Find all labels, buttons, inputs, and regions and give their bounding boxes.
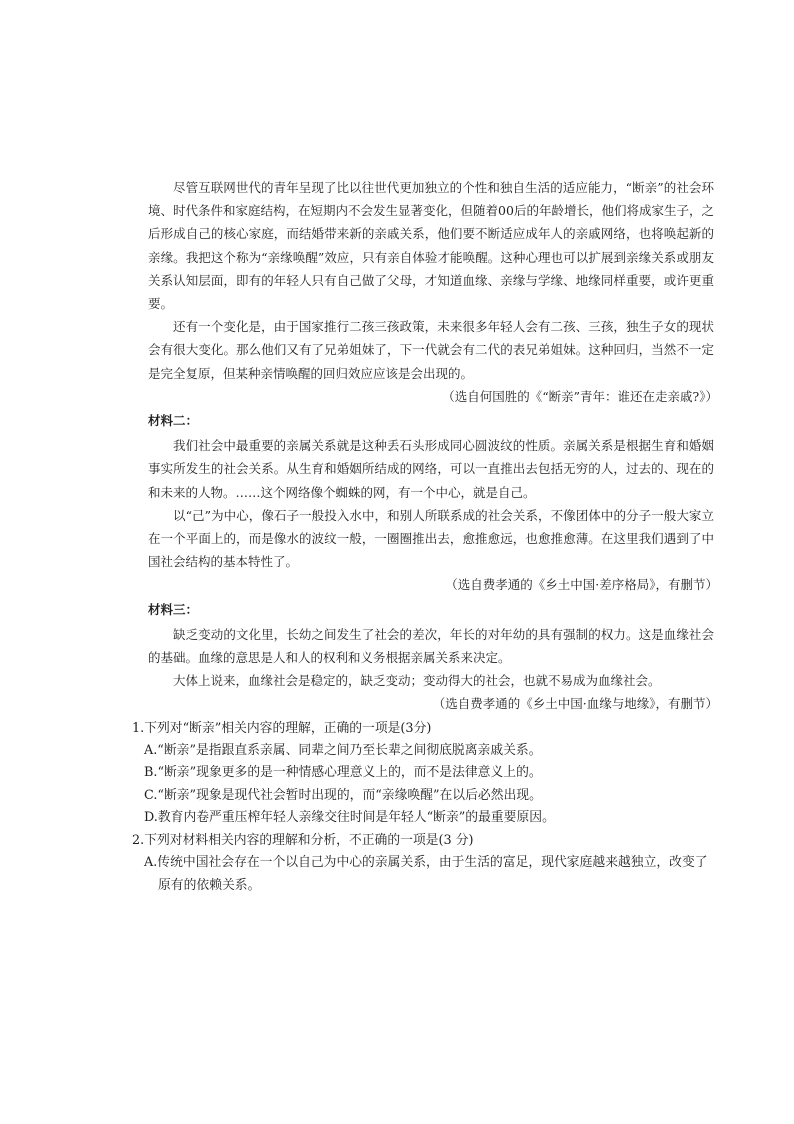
material-one-paragraph-1: 尽管互联网世代的青年呈现了比以往世代更加独立的个性和独自生活的适应能力，“断亲”的社会环境、时代条件和家庭结构，在短期内不会发生显著变化，但随着00后的年龄增长，他们将成家生子，之后形成自己的核心家庭，而结婚带来新的亲戚关系，他们要不断适应成年人的亲戚网络，也将唤起新的亲缘。我把这个称为“亲缘唤醒”效应，只有亲自体验才能唤醒。这种心理也可以扩展到亲缘关系或朋友关系认知层面，即有的年轻人只有自己做了父母，才知道血缘、亲缘与学缘、地缘同样重要，或许更重要。: [148, 180, 714, 312]
questions: [132, 718, 720, 897]
question-2-option-a: A.传统中国社会存在一个以自己为中心的亲属关系，由于生活的富足，现代家庭越来越独立，改变了原有的依赖关系。: [144, 855, 708, 893]
question-2-stem: 2.下列对材料相关内容的理解和分析，不正确的一项是(3 分): [132, 832, 474, 848]
material-three: [148, 598, 718, 716]
material-one-excerpt: [148, 176, 718, 408]
material-two-paragraph-1: 我们社会中最重要的亲属关系就是这种丢石头形成同心圆波纹的性质。亲属关系是根据生育和婚姻事实所发生的社会关系。从生育和婚姻所结成的网络，可以一直推出去包括无穷的人，过去的、现在的和未来的人物。……这个网络像个蜘蛛的网，有一个中心，就是自己。: [148, 438, 714, 500]
material-two-heading: 材料二：: [148, 413, 199, 429]
material-three-heading: 材料三：: [148, 601, 199, 617]
material-three-paragraph-1: 缺乏变动的文化里，长幼之间发生了社会的差次，年长的对年幼的具有强制的权力。这是血缘社会的基础。血缘的意思是人和人的权利和义务根据亲属关系来决定。: [148, 626, 714, 666]
question-1-option-b: B.“断亲”现象更多的是一种情感心理意义上的，而不是法律意义上的。: [144, 765, 542, 781]
question-1-stem: 1.下列对“断亲”相关内容的理解，正确的一项是(3分): [132, 720, 432, 736]
material-two: [148, 409, 718, 597]
question-1-option-a: A.“断亲”是指跟直系亲属、同辈之间乃至长辈之间彻底脱离亲戚关系。: [144, 743, 542, 759]
material-one-source: （选自何国胜的《“断亲”青年：谁还在走亲戚?》）: [442, 388, 718, 404]
material-two-paragraph-2: 以“己”为中心，像石子一般投入水中，和别人所联系成的社会关系，不像团体中的分子一般大家立在一个平面上的，而是像水的波纹一般，一圈圈推出去，愈推愈远，也愈推愈薄。在这里我们遇到了中国社会结构的基本特性了。: [148, 507, 714, 570]
material-three-paragraph-2: 大体上说来，血缘社会是稳定的，缺乏变动；变动得大的社会，也就不易成为血缘社会。: [173, 673, 661, 689]
material-two-source: （选自费孝通的《乡土中国·差序格局》，有删节）: [445, 577, 718, 593]
question-1-option-c: C.“断亲”现象是现代社会暂时出现的，而“亲缘唤醒”在以后必然出现。: [144, 787, 542, 803]
material-one-paragraph-2: 还有一个变化是，由于国家推行二孩三孩政策，未来很多年轻人会有二孩、三孩，独生子女的现状会有很大变化。那么他们又有了兄弟姐妹了，下一代就会有二代的表兄弟姐妹。这种回归，当然不一定是完全复原，但某种亲情唤醒的回归效应应该是会出现的。: [148, 319, 714, 381]
question-1-option-d: D.教育内卷严重压榨年轻人亲缘交往时间是年轻人“断亲”的最重要原因。: [144, 810, 555, 826]
material-three-source: （选自费孝通的《乡土中国·血缘与地缘》，有删节）: [432, 696, 718, 712]
